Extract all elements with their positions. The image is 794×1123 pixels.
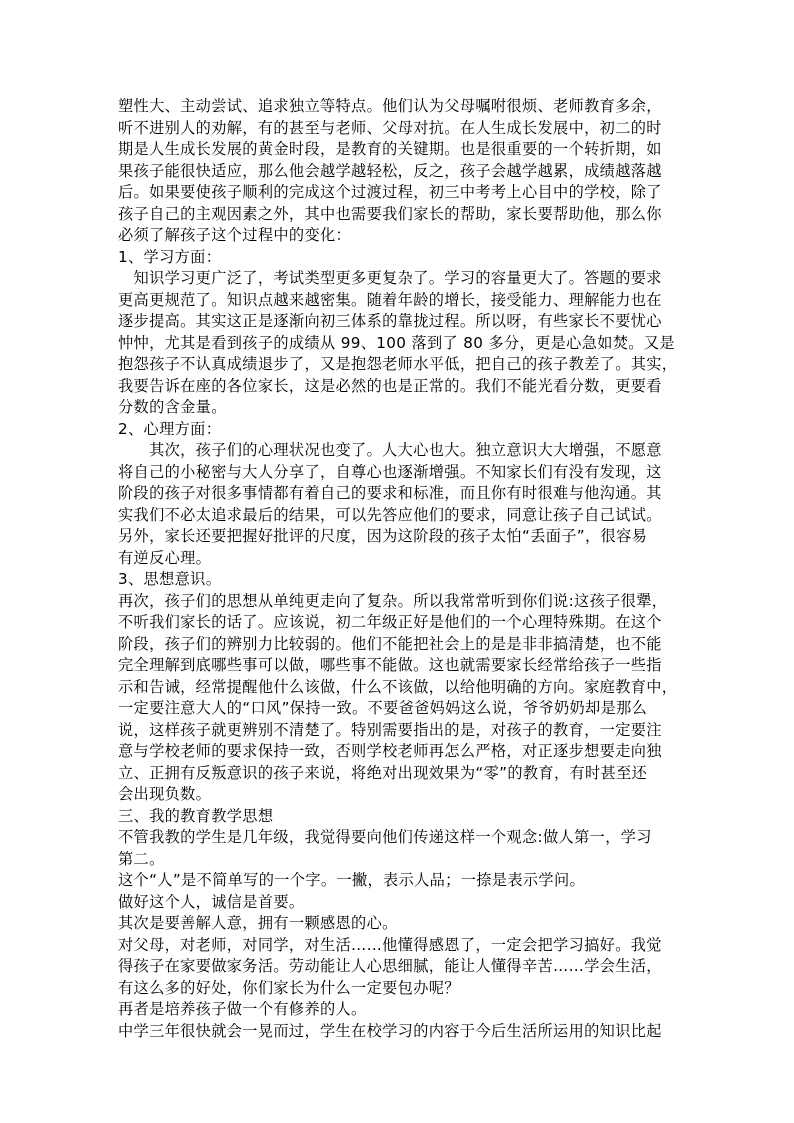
text-line: 再者是培养孩子做一个有修养的人。 bbox=[118, 1000, 367, 1018]
text-line: 这个“人”是不简单写的一个字。一撇，表示人品；一捺是表示学问。 bbox=[118, 871, 586, 889]
text-line: 知识学习更广泛了，考试类型更多更复杂了。学习的容量更大了。答题的要求 bbox=[118, 269, 662, 287]
text-line: 阶段的孩子对很多事情都有着自己的要求和标准，而且你有时很难与他沟通。其 bbox=[118, 484, 662, 502]
text-line: 逐步提高。其实这正是逐渐向初三体系的靠拢过程。所以呀，有些家长不要忧心 bbox=[118, 312, 662, 330]
text-line: 孩子自己的主观因素之外，其中也需要我们家长的帮助，家长要帮助他，那么你 bbox=[118, 204, 662, 223]
text-line: 实我们不必太追求最后的结果，可以先答应他们的要求，同意让孩子自己试试。 bbox=[118, 505, 662, 524]
text-line: 示和告诫，经常提醒他什么该做，什么不该做，以给他明确的方向。家庭教育中， bbox=[118, 677, 678, 696]
text-line: 忡忡，尤其是看到孩子的成绩从 99、100 落到了 80 多分，更是心急如焚。又是 bbox=[118, 333, 675, 352]
text-line: 听不进别人的劝解，有的甚至与老师、父母对抗。在人生成长发展中，初二的时 bbox=[118, 118, 662, 137]
document-body bbox=[118, 96, 688, 1042]
text-line: 会出现负数。 bbox=[118, 785, 212, 803]
text-line: 抱怨孩子不认真成绩退步了，又是抱怨老师水平低，把自己的孩子教差了。其实， bbox=[118, 355, 678, 373]
text-line: 再次，孩子们的思想从单纯更走向了复杂。所以我常常听到你们说:这孩子很犟， bbox=[118, 591, 668, 610]
text-line: 第二。 bbox=[118, 849, 165, 868]
text-line: 更高更规范了。知识点越来越密集。随着年龄的增长，接受能力、理解能力也在 bbox=[118, 290, 662, 309]
text-line: 对父母，对老师，对同学，对生活……他懂得感恩了，一定会把学习搞好。我觉 bbox=[118, 935, 662, 954]
text-line: 立、正拥有反叛意识的孩子来说，将绝对出现效果为“零”的教育，有时甚至还 bbox=[118, 763, 648, 782]
text-line: 中学三年很快就会一晃而过，学生在校学习的内容于今后生活所运用的知识比起 bbox=[118, 1021, 662, 1040]
text-line: 做好这个人，诚信是首要。 bbox=[118, 892, 305, 911]
text-line: 果孩子能很快适应，那么他会越学越轻松，反之，孩子会越学越累，成绩越落越 bbox=[118, 161, 662, 180]
text-line: 后。如果要使孩子顺利的完成这个过渡过程，初三中考考上心目中的学校，除了 bbox=[118, 183, 662, 201]
text-line: 一定要注意大人的“口风”保持一致。不要爸爸妈妈这么说，爷爷奶奶却是那么 bbox=[118, 699, 648, 717]
text-line: 有逆反心理。 bbox=[118, 548, 212, 567]
text-line: 3、思想意识。 bbox=[118, 570, 222, 588]
text-line: 不听我们家长的话了。应该说，初二年级正好是他们的一个心理特殊期。在这个 bbox=[118, 613, 662, 631]
text-line: 另外，家长还要把握好批评的尺度，因为这阶段的孩子太怕“丢面子”，很容易 bbox=[118, 527, 648, 545]
text-line: 阶段，孩子们的辨别力比较弱的。他们不能把社会上的是是非非搞清楚，也不能 bbox=[118, 634, 662, 653]
text-line: 有这么多的好处，你们家长为什么一定要包办呢？ bbox=[118, 978, 460, 997]
text-line: 2、心理方面： bbox=[118, 419, 222, 438]
text-line: 说，这样孩子就更辨别不清楚了。特别需要指出的是，对孩子的教育，一定要注 bbox=[118, 720, 662, 739]
text-line: 意与学校老师的要求保持一致，否则学校老师再怎么严格，对正逐步想要走向独 bbox=[118, 742, 662, 760]
text-line: 其次，孩子们的心理状况也变了。人大心也大。独立意识大大增强，不愿意 bbox=[118, 441, 662, 459]
text-line: 得孩子在家要做家务活。劳动能让人心思细腻，能让人懂得辛苦……学会生活， bbox=[118, 957, 662, 975]
text-line: 必须了解孩子这个过程中的变化： bbox=[118, 226, 352, 244]
text-line: 不管我教的学生是几年级，我觉得要向他们传递这样一个观念:做人第一，学习 bbox=[118, 828, 652, 846]
text-line: 塑性大、主动尝试、追求独立等特点。他们认为父母嘱咐很烦、老师教育多余， bbox=[118, 97, 662, 115]
text-line: 完全理解到底哪些事可以做，哪些事不能做。这也就需要家长经常给孩子一些指 bbox=[118, 656, 662, 674]
text-line: 期是人生成长发展的黄金时段，是教育的关键期。也是很重要的一个转折期，如 bbox=[118, 140, 662, 158]
text-line: 1、学习方面： bbox=[118, 247, 222, 266]
text-line: 三、我的教育教学思想 bbox=[118, 806, 274, 825]
text-line: 其次是要善解人意，拥有一颗感恩的心。 bbox=[118, 914, 398, 932]
text-line: 分数的含金量。 bbox=[118, 398, 227, 416]
text-line: 我要告诉在座的各位家长，这是必然的也是正常的。我们不能光看分数，更要看 bbox=[118, 376, 662, 395]
text-line: 将自己的小秘密与大人分享了，自尊心也逐渐增强。不知家长们有没有发现，这 bbox=[118, 462, 662, 481]
